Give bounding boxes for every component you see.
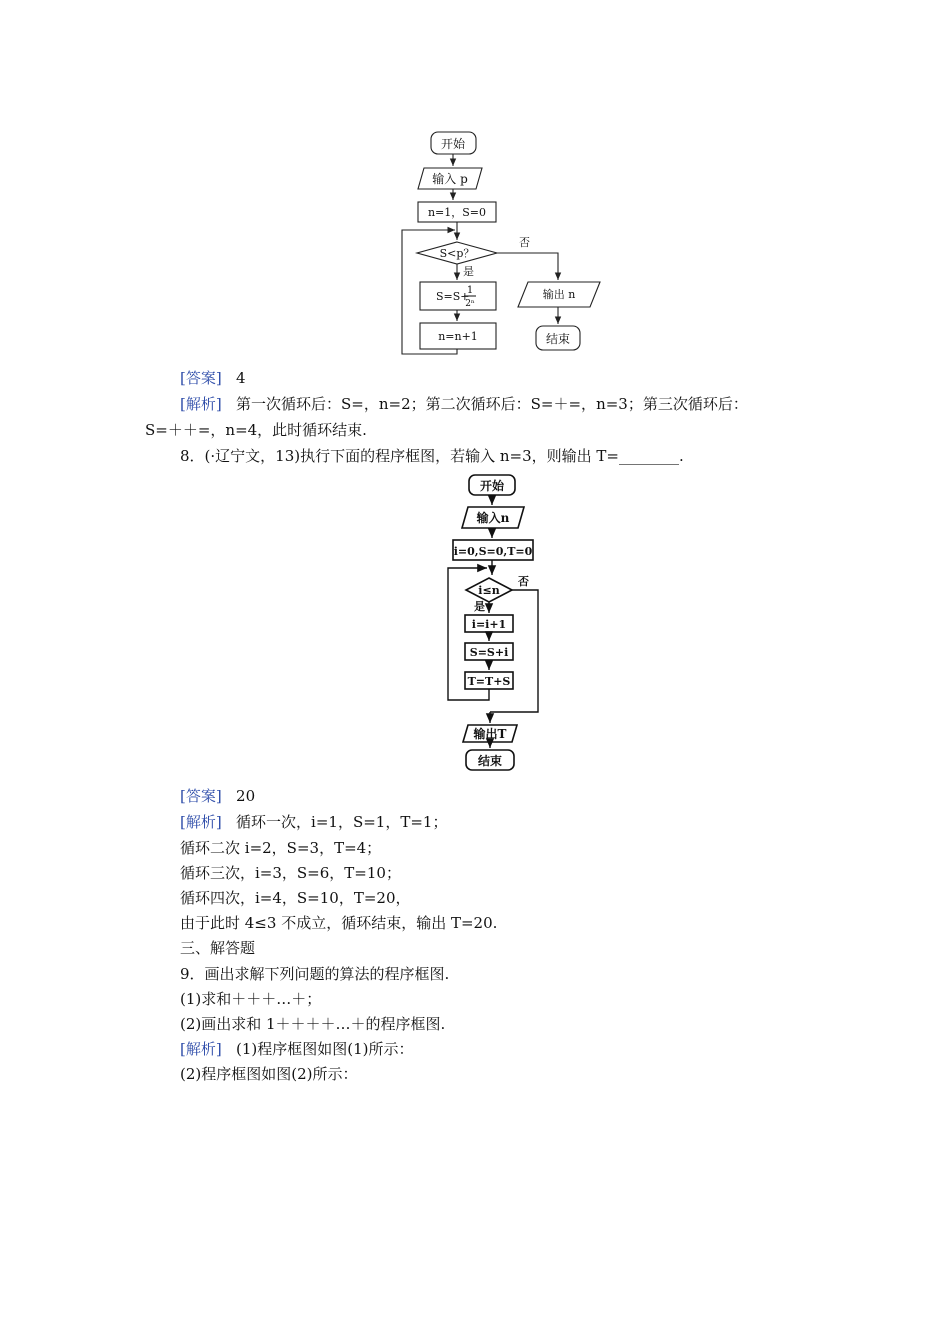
fc2-yes-label: 是 <box>474 600 485 613</box>
answer8-tag: [答案] <box>180 787 222 805</box>
fc2-init-label: i=0,S=0,T=0 <box>453 545 533 558</box>
fc1-update-s-label: S=S+ <box>436 290 470 303</box>
question8: 8．(·辽宁文，13)执行下面的程序框图，若输入 n=3，则输出 T=________. <box>180 447 684 465</box>
analysis7-tag: [解析] <box>180 395 222 413</box>
fc1-frac-den: 2ⁿ <box>465 299 475 309</box>
fc1-update-n-label: n=n+1 <box>438 330 478 343</box>
analysis9-line-1 <box>180 1039 414 1059</box>
fc2-input-label: 输入n <box>476 511 510 525</box>
analysis9-tag: [解析] <box>180 1040 222 1058</box>
analysis8-line-2: 循环二次 i=2，S=3，T=4； <box>180 839 382 857</box>
analysis7-line-2 <box>145 420 367 440</box>
answer8-line <box>180 786 255 806</box>
analysis8-line-5: 由于此时 4≤3 不成立，循环结束，输出 T=20. <box>180 914 498 932</box>
question9-stem: 9．画出求解下列问题的算法的程序框图. <box>180 965 450 983</box>
question9-part2: (2)画出求和 1＋＋＋＋…＋的程序框图. <box>180 1015 446 1033</box>
answer7-line <box>180 368 246 388</box>
fc1-frac-num: 1 <box>466 285 474 296</box>
analysis7-text-1: 第一次循环后：S=，n=2；第二次循环后：S=＋=，n=3；第三次循环后： <box>236 395 748 413</box>
analysis7-text-2: S=＋＋=，n=4，此时循环结束. <box>145 421 367 439</box>
analysis8-tag: [解析] <box>180 813 222 831</box>
fc1-output-label: 输出 n <box>542 288 576 301</box>
answer8-value: 20 <box>236 787 256 805</box>
fc1-init-label: n=1，S=0 <box>427 206 487 219</box>
answer7-value: 4 <box>236 369 246 387</box>
fc2-condition-label: i≤n <box>478 584 500 597</box>
fc2-step2-label: S=S+i <box>469 646 509 659</box>
analysis8-line-3: 循环三次，i=3，S=6，T=10； <box>180 864 401 882</box>
analysis8-line-4: 循环四次，i=4，S=10，T=20， <box>180 889 411 907</box>
fc2-step3-label: T=T+S <box>467 675 511 688</box>
fc1-end-label: 结束 <box>545 332 571 346</box>
answer7-tag: [答案] <box>180 369 222 387</box>
fc2-output-label: 输出T <box>473 727 507 741</box>
analysis9-text-1: (1)程序框图如图(1)所示： <box>236 1040 414 1058</box>
fc1-input-label: 输入 p <box>432 172 468 186</box>
fc2-no-label: 否 <box>518 575 529 588</box>
fc1-no-label: 否 <box>519 236 530 249</box>
fc1-start-label: 开始 <box>440 137 466 151</box>
analysis8-line-1 <box>180 812 447 832</box>
analysis7-line-1 <box>180 394 748 414</box>
fc2-end-label: 结束 <box>477 754 503 768</box>
analysis8-text-1: 循环一次，i=1，S=1，T=1； <box>236 813 448 831</box>
fc1-yes-label: 是 <box>463 265 474 278</box>
fc1-condition-label: S<p？ <box>439 247 475 260</box>
fc2-start-label: 开始 <box>479 479 505 493</box>
question9-part1: (1)求和＋＋＋…＋； <box>180 990 322 1008</box>
section-heading-3: 三、解答题 <box>180 939 256 957</box>
fc2-step1-label: i=i+1 <box>471 618 507 631</box>
analysis9-line-2: (2)程序框图如图(2)所示： <box>180 1065 358 1083</box>
